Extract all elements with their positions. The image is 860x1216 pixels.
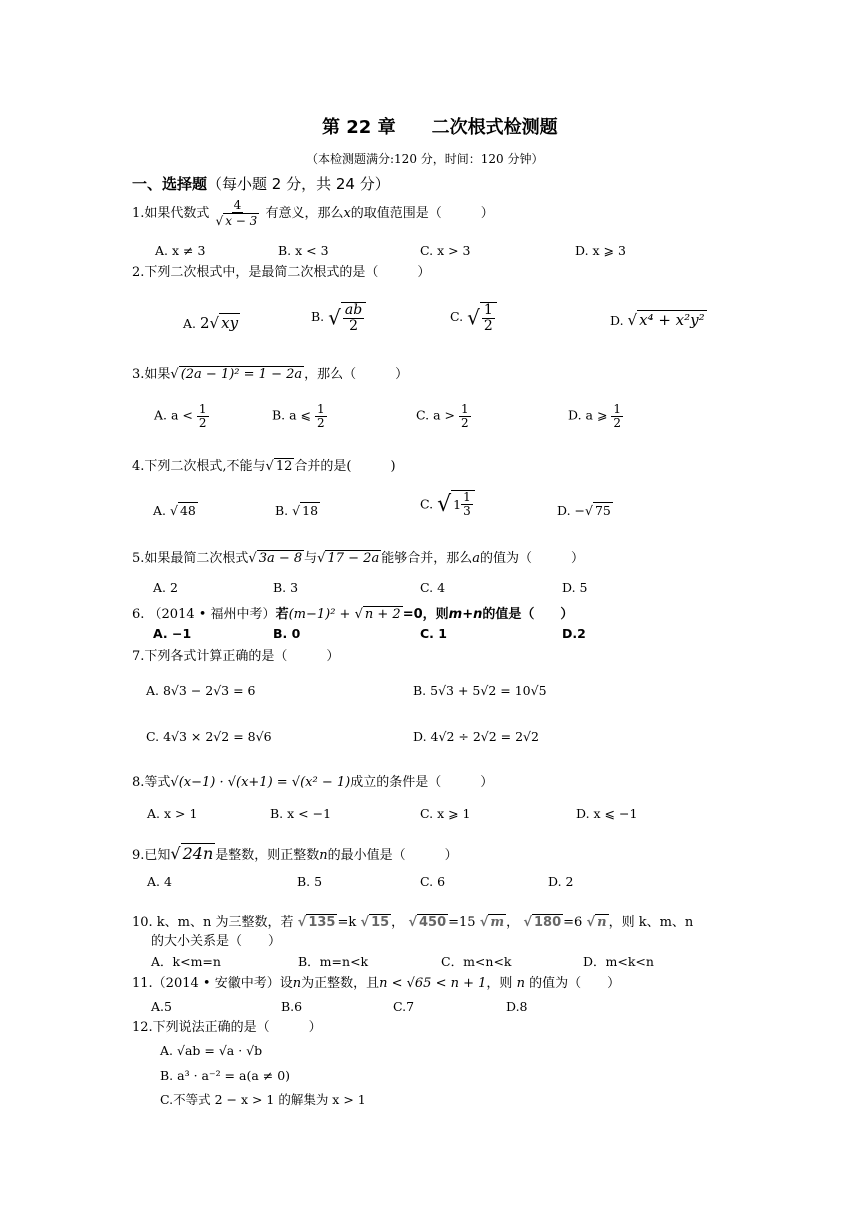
q4-prefix: 4.下列二次根式,不能与 xyxy=(132,459,266,474)
q10-option-b: B．m=n<k xyxy=(298,954,369,969)
q1-option-d: D. x ⩾ 3 xyxy=(575,243,626,258)
q2-a-label: A. xyxy=(183,316,197,331)
q5-rad2: 17 − 2a xyxy=(327,551,380,566)
q1-suffix-a: 有意义，那么 xyxy=(265,205,344,221)
q4-option-d: D. −√ 75 xyxy=(557,503,611,518)
question-6: 6. （2014 • 福州中考）若(m−1)² + √ n + 2 =0，则m+n的值是（ ） xyxy=(132,607,574,622)
q9-option-c: C. 6 xyxy=(420,874,446,889)
q2-b-num: ab xyxy=(344,302,363,318)
q12-option-c: C.不等式 2 − x > 1 的解集为 x > 1 xyxy=(160,1092,366,1107)
q10-line2: 的大小关系是（ ） xyxy=(151,934,282,949)
q11-var: n xyxy=(292,976,302,991)
q7-option-a: A. 8√3 − 2√3 = 6 xyxy=(146,683,256,698)
q6-bold-b: =0，则 xyxy=(402,607,449,622)
q11-var-2: n xyxy=(516,976,525,991)
q5-suffix-a: 能够合并，那么 xyxy=(381,551,473,566)
q4-c-num: 1 xyxy=(463,490,471,504)
q10-t2: ， xyxy=(391,915,405,930)
q9-prefix: 9.已知 xyxy=(132,848,171,863)
q4-c-den: 3 xyxy=(463,503,471,518)
q4-a-label: A. xyxy=(153,503,167,518)
question-4: 4.下列二次根式,不能与√ 12 合并的是( ) xyxy=(132,459,396,474)
q6-bold-c: 的值是（ ） xyxy=(482,607,574,622)
q1-var: x xyxy=(343,205,351,221)
q8-option-a: A. x > 1 xyxy=(147,806,198,821)
q10-r3: 450 xyxy=(419,915,447,930)
q5-option-d: D. 5 xyxy=(562,580,588,595)
q3-option-a xyxy=(154,403,209,429)
q3-c-num: 1 xyxy=(460,402,469,416)
question-10: 10. k、m、n 为三整数，若 √ 135 =k √ 15 ， √ 450 =15 √ m ， √ 180 =6 √ n ，则 k、m、n xyxy=(132,915,694,930)
q1-option-b: B. x < 3 xyxy=(278,243,329,258)
q2-a-coef: 2 xyxy=(200,314,210,332)
q1-suffix-b: 的取值范围是（ ） xyxy=(350,205,494,221)
q7-option-d: D. 4√2 ÷ 2√2 = 2√2 xyxy=(413,729,539,744)
q10-t6: ，则 k、m、n xyxy=(608,915,694,930)
q11-option-c: C.7 xyxy=(393,999,415,1014)
q9-suffix-b: 的最小值是（ ） xyxy=(327,848,458,863)
q8-option-b: B. x < −1 xyxy=(270,806,332,821)
q5-option-a: A. 2 xyxy=(153,580,178,595)
q6-expr: (m−1)² + xyxy=(288,607,355,622)
q3-suffix: ，那么（ ） xyxy=(304,367,409,382)
q4-d-label: D. − xyxy=(557,503,585,518)
q6-option-b: B. 0 xyxy=(273,626,301,641)
q3-option-d xyxy=(568,403,623,429)
page-title: 第 22 章 二次根式检测题 xyxy=(322,117,558,138)
q10-prefix: 10. k、m、n 为三整数，若 xyxy=(132,915,294,930)
q4-radicand: 12 xyxy=(275,459,293,474)
q2-option-c: C. √ $\frac{1}{2}$ xyxy=(450,302,497,333)
q3-a-label: A. a < xyxy=(154,407,193,423)
q1-fraction xyxy=(214,199,262,228)
q4-b-label: B. xyxy=(275,503,289,518)
q5-option-c: C. 4 xyxy=(420,580,446,595)
q11-option-d: D.8 xyxy=(506,999,528,1014)
q3-d-den: 2 xyxy=(613,415,622,430)
q3-prefix: 3.如果 xyxy=(132,367,171,382)
q10-option-d: D．m<k<n xyxy=(583,954,654,969)
q3-b-den: 2 xyxy=(317,415,325,430)
question-1 xyxy=(132,199,494,228)
q4-option-b: B. √ 18 xyxy=(275,503,319,518)
q4-suffix: 合并的是( ) xyxy=(294,459,396,474)
q1-option-c: C. x > 3 xyxy=(420,243,471,258)
q3-a-num: 1 xyxy=(198,402,207,416)
q10-t3: =15 xyxy=(448,915,476,930)
q12-option-b: B. a³ · a⁻² = a(a ≠ 0) xyxy=(160,1068,291,1083)
q2-c-num: 1 xyxy=(483,302,493,318)
question-12: 12.下列说法正确的是（ ） xyxy=(132,1020,322,1035)
q9-option-d: D. 2 xyxy=(548,874,574,889)
q3-b-num: 1 xyxy=(317,402,325,416)
q5-mid: 与 xyxy=(304,551,318,566)
q10-option-c: C．m<n<k xyxy=(441,954,512,969)
q4-a-radicand: 48 xyxy=(179,503,196,518)
q11-text-c: ，则 xyxy=(486,976,513,991)
q11-text-b: 为正整数，且 xyxy=(301,976,380,991)
q4-option-c: C. √ 1 $\frac{1}{3}$ xyxy=(420,490,475,517)
q2-option-d: D. √ x⁴ + x²y² xyxy=(610,311,705,329)
q5-prefix: 5.如果最简二次根式 xyxy=(132,551,249,566)
q3-b-label: B. a ⩽ xyxy=(272,407,312,423)
q3-d-num: 1 xyxy=(613,402,622,416)
q2-d-label: D. xyxy=(610,313,624,328)
q10-t5: =6 xyxy=(563,915,583,930)
q3-c-den: 2 xyxy=(460,415,469,430)
question-11 xyxy=(132,977,620,990)
q3-d-label: D. a ⩾ xyxy=(568,407,608,423)
q8-suffix: 成立的条件是（ ） xyxy=(350,775,494,790)
section-title-bold: 一、选择题 xyxy=(132,175,208,193)
q8-prefix: 8.等式 xyxy=(132,775,171,790)
q6-prefix: 6. （2014 • 福州中考） xyxy=(132,607,276,622)
q6-bold-a: 若 xyxy=(275,607,289,622)
q7-option-c: C. 4√3 × 2√2 = 8√6 xyxy=(146,729,272,744)
q3-a-den: 2 xyxy=(198,415,207,430)
q4-c-label: C. xyxy=(420,496,434,512)
page-subtitle: （本检测题满分:120 分，时间：120 分钟） xyxy=(306,152,544,166)
q8-expr: √(x−1) · √(x+1) = √(x² − 1) xyxy=(170,775,351,790)
q2-b-label: B. xyxy=(311,309,325,325)
q3-option-c xyxy=(416,403,471,429)
radical-sign-icon: √ xyxy=(215,213,224,228)
q5-var: a xyxy=(472,551,480,566)
q11-expr: n < √65 < n + 1 xyxy=(379,976,487,991)
question-9: 9.已知√ 24n 是整数，则正整数n的最小值是（ ） xyxy=(132,844,458,863)
q2-a-radicand: xy xyxy=(221,314,239,332)
q6-option-a: A. −1 xyxy=(153,626,192,641)
q3-expr: (2a − 1)² = 1 − 2a xyxy=(180,367,303,382)
q1-denominator: x − 3 xyxy=(225,213,258,228)
question-5: 5.如果最简二次根式√ 3a − 8 与√ 17 − 2a 能够合并，那么a的值为（ ） xyxy=(132,551,584,566)
q10-t4: ， xyxy=(506,915,520,930)
q11-text-d: 的值为（ ） xyxy=(529,976,621,991)
q6-radicand: n + 2 xyxy=(364,607,401,622)
q4-d-radicand: 75 xyxy=(594,503,611,518)
q2-c-label: C. xyxy=(450,309,464,325)
q11-option-a: A.5 xyxy=(151,999,172,1014)
q2-option-a: A. 2√ xy xyxy=(183,314,239,332)
q5-suffix-b: 的值为（ ） xyxy=(479,551,584,566)
q11-option-b: B.6 xyxy=(281,999,303,1014)
section-title-rest: （每小题 2 分，共 24 分） xyxy=(207,175,390,193)
q11-text-a: 11.（2014 • 安徽中考）设 xyxy=(132,976,293,991)
q8-option-d: D. x ⩽ −1 xyxy=(576,806,638,821)
q12-option-a: A. √ab = √a · √b xyxy=(160,1043,263,1058)
q2-d-radicand: x⁴ + x²y² xyxy=(639,311,705,329)
q5-rad1: 3a − 8 xyxy=(258,551,303,566)
q9-option-a: A. 4 xyxy=(147,874,172,889)
q1-option-a: A. x ≠ 3 xyxy=(155,243,206,258)
question-7: 7.下列各式计算正确的是（ ） xyxy=(132,649,340,664)
question-3: 3.如果√ (2a − 1)² = 1 − 2a ，那么（ ） xyxy=(132,367,409,382)
q1-prefix: 1.如果代数式 xyxy=(132,205,210,221)
q7-option-b: B. 5√3 + 5√2 = 10√5 xyxy=(413,683,547,698)
q10-r5: 180 xyxy=(533,915,562,930)
section-title xyxy=(132,177,390,192)
q4-b-radicand: 18 xyxy=(302,503,319,518)
q5-option-b: B. 3 xyxy=(273,580,299,595)
q2-b-den: 2 xyxy=(349,317,359,334)
q3-option-b xyxy=(272,403,327,429)
q9-option-b: B. 5 xyxy=(297,874,323,889)
q9-suffix-a: 是整数，则正整数 xyxy=(215,848,320,863)
q3-c-label: C. a > xyxy=(416,407,455,423)
q9-var: n xyxy=(319,848,328,863)
q9-radicand: 24n xyxy=(182,844,214,863)
q1-numerator: 4 xyxy=(233,198,242,212)
q2-c-den: 2 xyxy=(483,317,493,334)
q2-option-b: B. √ $\frac{ab}{2}$ xyxy=(311,302,366,333)
q6-option-d: D.2 xyxy=(562,626,586,641)
q6-option-c: C. 1 xyxy=(420,626,447,641)
q10-r1: 135 xyxy=(308,915,336,930)
q10-t1: =k xyxy=(337,915,357,930)
q4-c-whole: 1 xyxy=(453,496,462,512)
q4-option-a: A. √ 48 xyxy=(153,503,196,518)
question-2: 2.下列二次根式中，是最简二次根式的是（ ） xyxy=(132,265,431,280)
q10-r6: n xyxy=(597,915,607,930)
question-8 xyxy=(132,776,493,789)
q10-option-a: A．k<m=n xyxy=(151,954,221,969)
q6-expr2: m+n xyxy=(448,607,483,622)
q10-r2: 15 xyxy=(371,915,390,930)
q10-r4: m xyxy=(490,915,505,930)
q8-option-c: C. x ⩾ 1 xyxy=(420,806,471,821)
